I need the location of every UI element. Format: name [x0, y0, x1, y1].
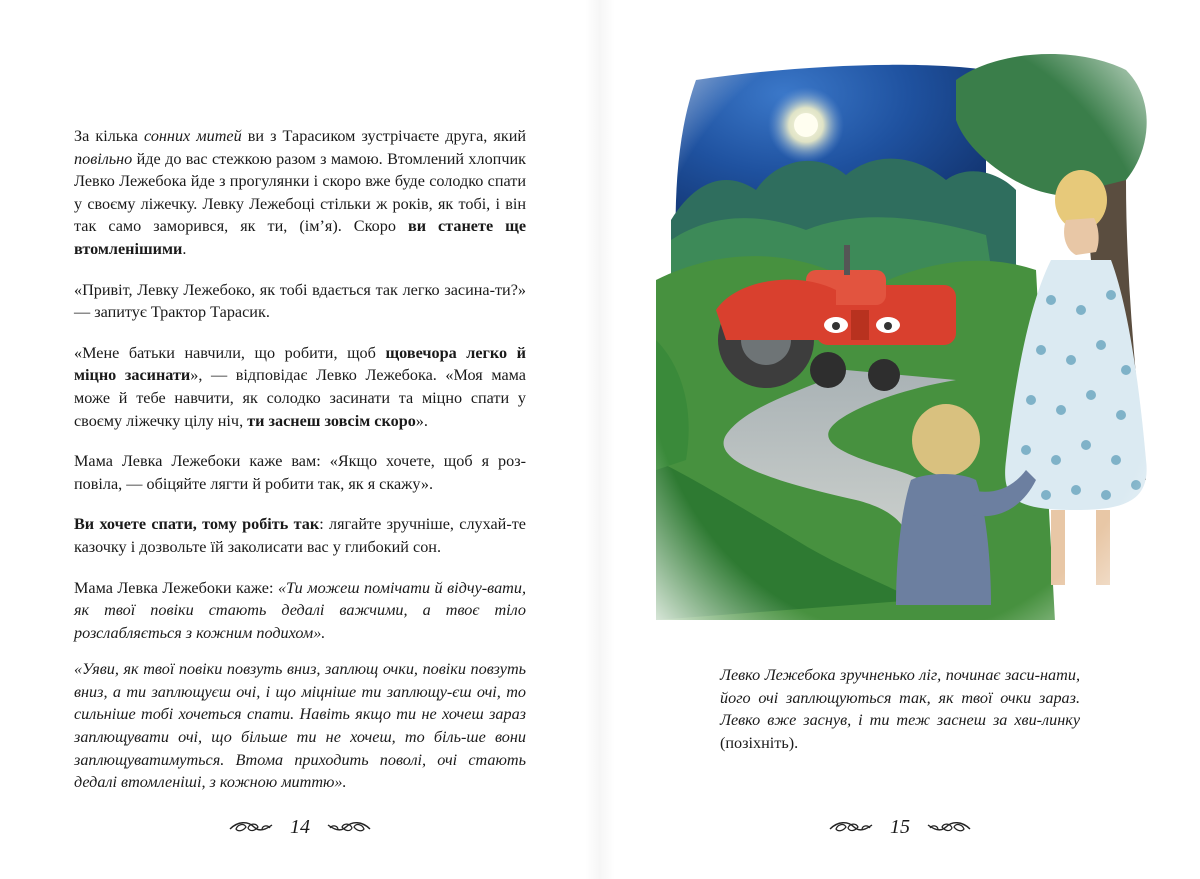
- leaf-ornament-icon: [228, 817, 276, 837]
- text-run: .: [182, 239, 187, 258]
- leaf-ornament-icon: [828, 817, 876, 837]
- text-run: йде до вас стежкою разом з мамою. Втомлений хлопчик Левко Лежебока йде з прогулянки і скоро вже буде солодко спати у своєму ліжечку. Левку Лежебоці стільки ж років, як тобі, і він так само заморився, як ти, (ім’я). Скоро: [74, 149, 526, 236]
- night-scene-illustration: [656, 40, 1152, 620]
- bold-run: Ви: [74, 515, 100, 534]
- bold-run: ти заснеш зовсім скоро: [247, 411, 416, 430]
- caption-text: Левко Лежебока зручненько ліг, починає заси-нати, його очі заплющуються так, як твої очки зараз. Левко вже заснув, і ти теж заснеш за хви-линку: [720, 666, 1080, 730]
- leaf-ornament-icon: [924, 817, 972, 837]
- bold-run: хочете спати, тому робіть так: [99, 515, 320, 534]
- text-run: », — відповідає Левко Лежебока. «Моя мама може й тебе навчити, як солодко засинати та міцно спати у своєму ліжечку цілу ніч,: [74, 366, 526, 430]
- page-number-footer: [828, 812, 972, 842]
- italic-run: «Ти можеш помічати й відчу-вати, як твої повіки стають дедалі важчими, а твоє тіло розслабляється з кожним подихом».: [74, 578, 526, 642]
- text-run: «Мене батьки навчили, що робити, щоб: [74, 343, 386, 362]
- caption-aside: (позіхніть): [720, 733, 795, 752]
- left-page-text: [74, 125, 526, 812]
- text-run: : лягайте зручніше, слухай-те казочку і дозвольте їй заколисати вас у глибокий сон.: [74, 515, 526, 556]
- italic-run: повільно: [74, 149, 133, 168]
- book-gutter: [585, 0, 615, 879]
- text-run: За кілька: [74, 127, 145, 145]
- text-run: Мама Левка Лежебоки каже:: [74, 578, 278, 597]
- paragraph-6: [74, 577, 526, 645]
- bold-run: щовечора легко й міцно засинати: [74, 343, 526, 385]
- text-run: ».: [415, 411, 428, 430]
- page-number: 15: [890, 815, 910, 838]
- bold-run: ви станете ще втомленішими: [74, 217, 527, 258]
- paragraph-4: Мама Левка Лежебоки каже вам: «Якщо хочете, щоб я роз-повіла, — обіцяйте лягти й робити так, як я скажу».: [74, 452, 526, 493]
- illustration-caption: [720, 664, 1080, 754]
- leaf-ornament-icon: [324, 817, 372, 837]
- caption-text: .: [794, 733, 799, 752]
- page-number: 14: [290, 815, 310, 838]
- paragraph-1: [74, 125, 526, 261]
- paragraph-7: [74, 658, 526, 794]
- page-number-footer: [228, 812, 372, 842]
- paragraph-2: «Привіт, Левку Лежебоко, як тобі вдається так легко засина-ти?» — запитує Трактор Тарасик.: [74, 280, 526, 322]
- paragraph-3: [74, 342, 526, 432]
- italic-run: сонних митей: [144, 127, 242, 145]
- paragraph-5: [74, 513, 526, 558]
- italic-run: «Уяви, як твої повіки повзуть вниз, заплющ очки, повіки повзуть вниз, а ти заплющуєш очі, і що міцніше ти заплющу-єш очі, то сильніше тобі хочеться спати. Навіть якщо ти не хочеш зараз заплющувати очі, що більше ти не хочеш, то біль-ше вони заплющуватимуться. Втома приходить поволі, очі стають дедалі втомленіші, з кожною миттю».: [74, 660, 526, 792]
- text-run: ви з Тарасиком зустрічаєте друга, який: [241, 127, 527, 145]
